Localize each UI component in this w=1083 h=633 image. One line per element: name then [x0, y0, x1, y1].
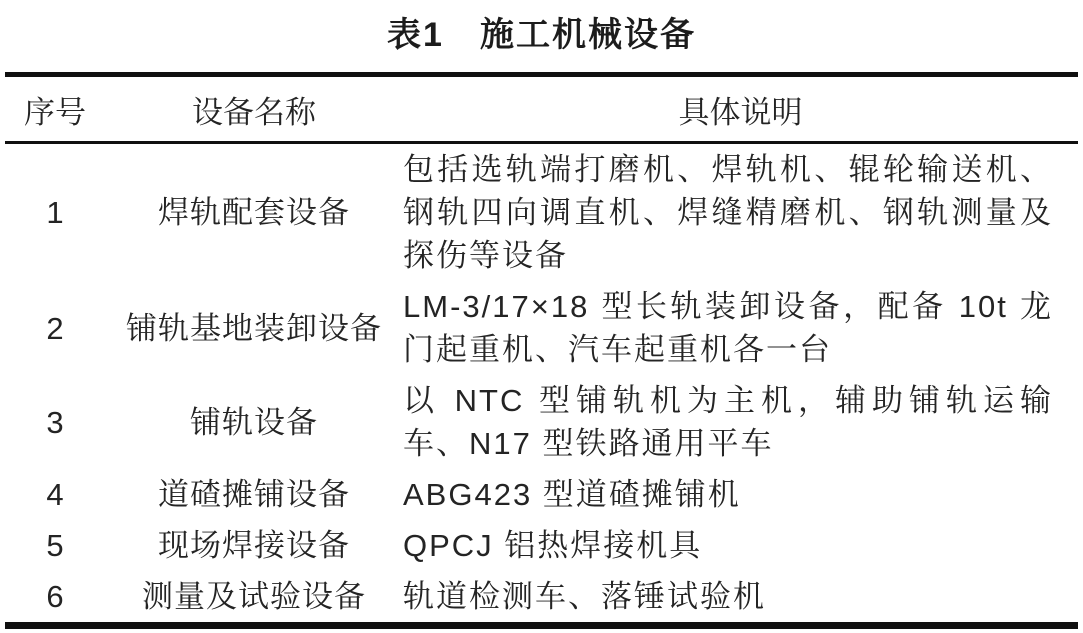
equipment-description: LM-3/17×18 型长轨装卸设备，配备 10t 龙门起重机、汽车起重机各一台: [403, 289, 1053, 367]
equipment-name: 铺轨设备: [190, 404, 318, 440]
row-number: 6: [46, 579, 64, 614]
table-row: [5, 143, 1078, 282]
table-row: [5, 281, 1078, 375]
equipment-name: 铺轨基地装卸设备: [126, 310, 382, 346]
equipment-description: QPCJ 铝热焊接机具: [403, 528, 703, 563]
equipment-description: 包括选轨端打磨机、焊轨机、辊轮输送机、钢轨四向调直机、焊缝精磨机、钢轨测量及探伤等设备: [403, 152, 1053, 273]
table-row: [5, 375, 1078, 469]
row-number: 2: [46, 310, 64, 346]
row-number: 1: [46, 195, 64, 230]
equipment-name: 现场焊接设备: [158, 528, 350, 563]
table-title: 表1 施工机械设备: [387, 16, 696, 54]
column-header-number: 序号: [5, 75, 105, 143]
table-row: [5, 520, 1078, 571]
equipment-name: 测量及试验设备: [142, 579, 366, 614]
equipment-table: [5, 72, 1078, 629]
equipment-description: 以 NTC 型铺轨机为主机，辅助铺轨运输车、N17 型铁路通用平车: [403, 383, 1053, 461]
column-header-equipment-name: 设备名称: [105, 75, 403, 143]
row-number: 5: [46, 528, 64, 563]
table-row: [5, 571, 1078, 626]
table-body: [5, 143, 1078, 626]
equipment-name: 焊轨配套设备: [158, 195, 350, 230]
equipment-description: 轨道检测车、落锤试验机: [403, 579, 766, 614]
equipment-description: ABG423 型道碴摊铺机: [403, 477, 741, 512]
equipment-name: 道碴摊铺设备: [158, 477, 350, 512]
column-header-description: 具体说明: [403, 75, 1078, 143]
header-row: [5, 75, 1078, 143]
table-header: [5, 75, 1078, 143]
row-number: 4: [46, 477, 64, 512]
row-number: 3: [46, 404, 64, 440]
table-row: [5, 469, 1078, 520]
